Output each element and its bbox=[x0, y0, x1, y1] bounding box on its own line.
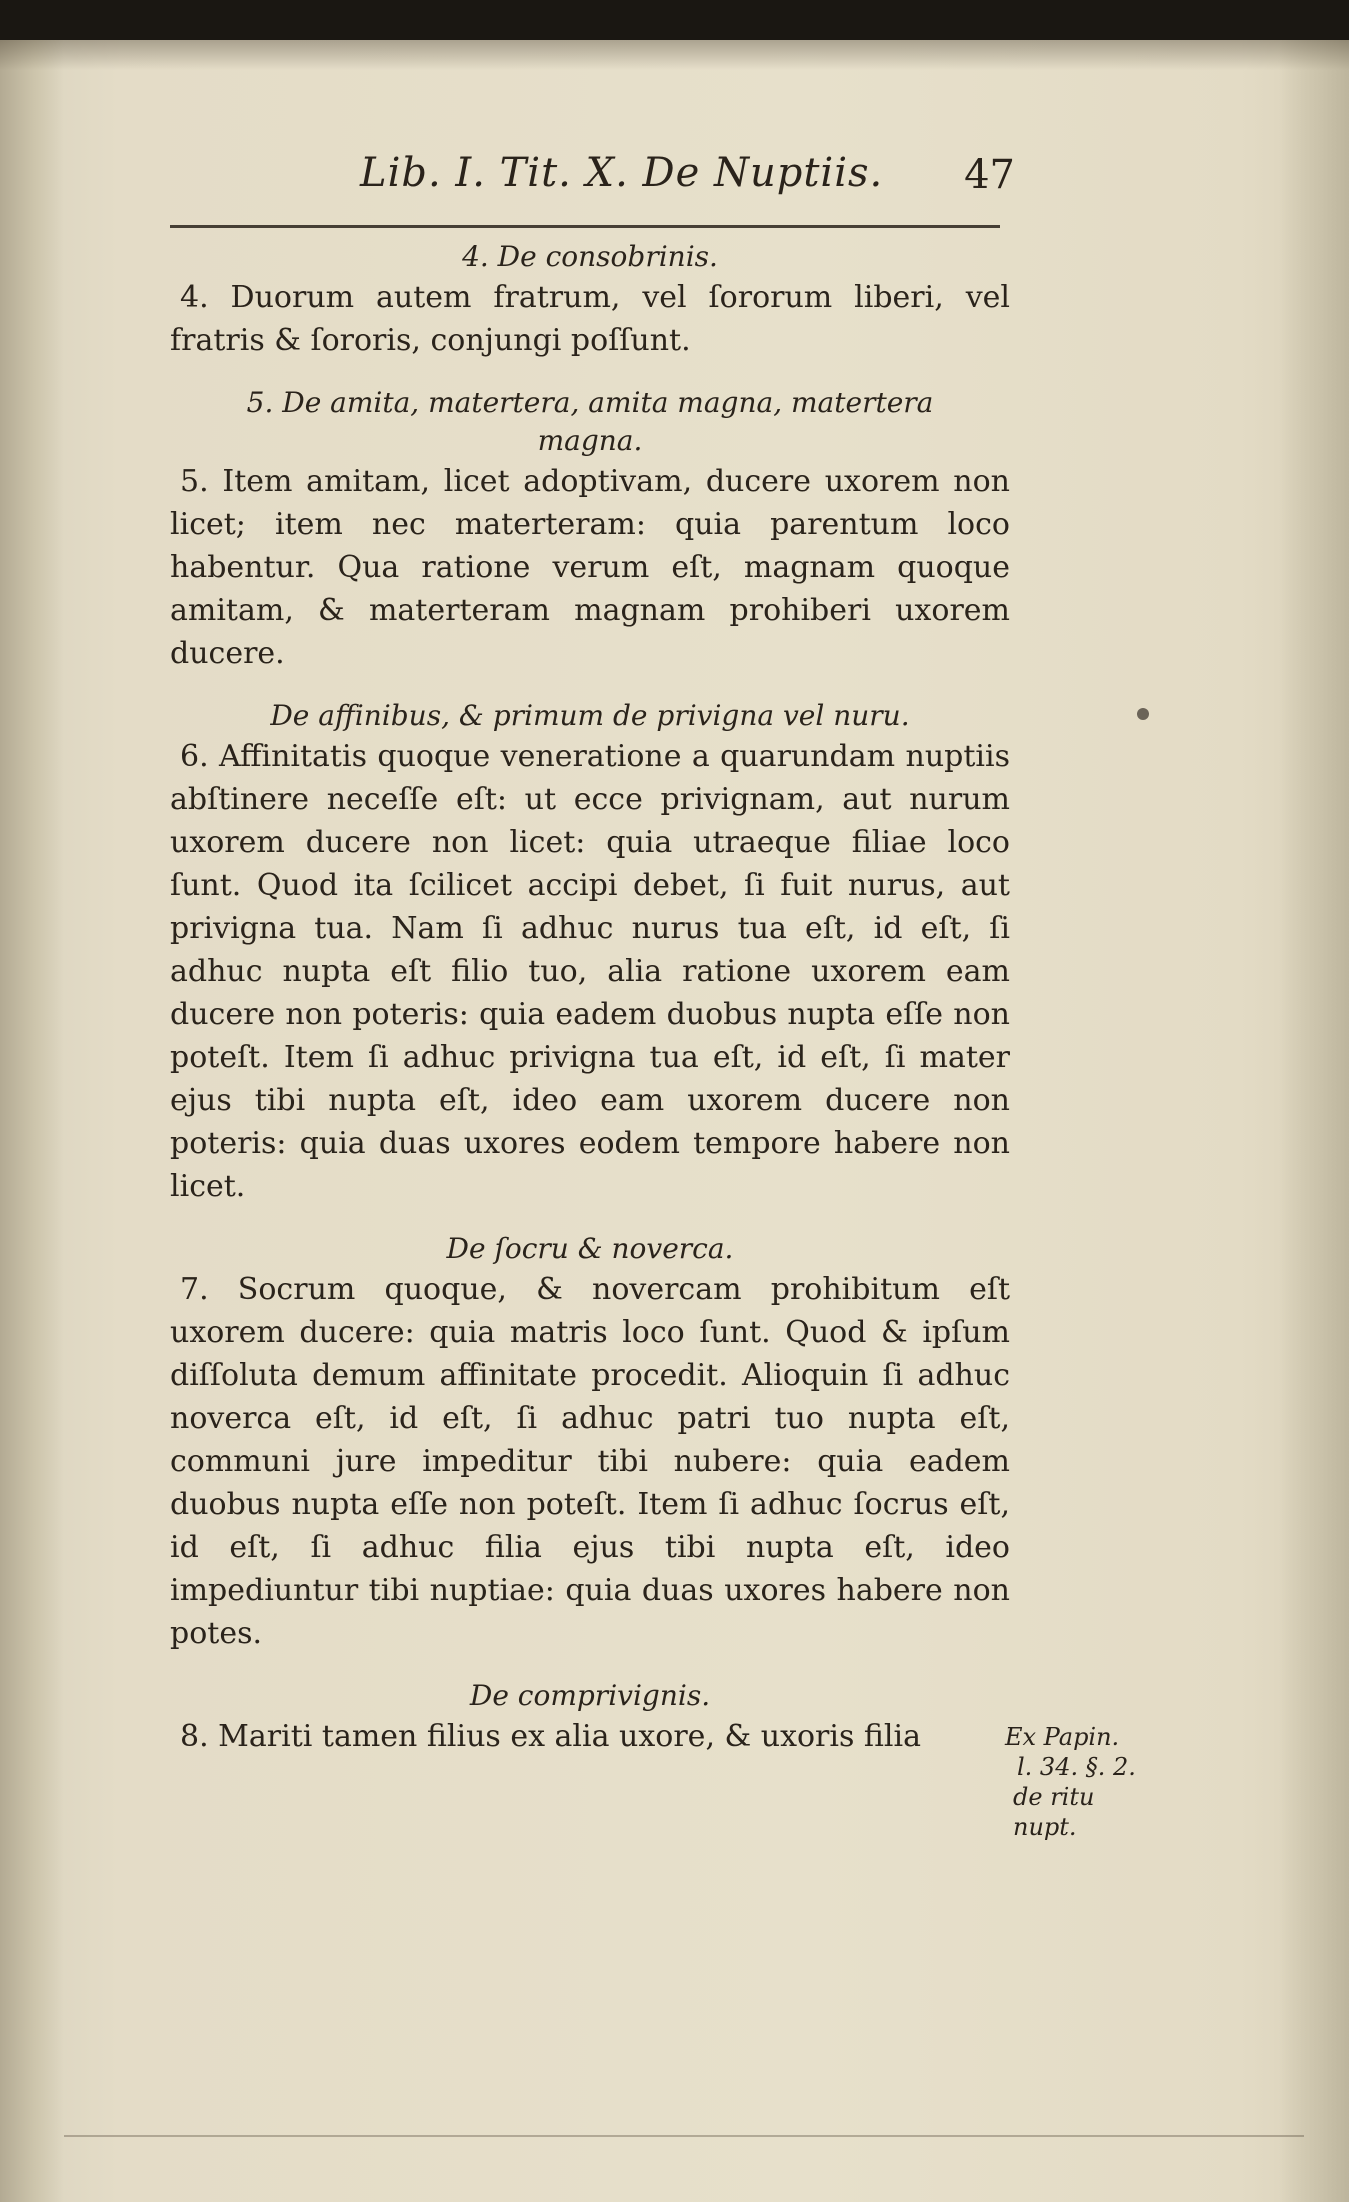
sidenote-line: nupt. bbox=[1013, 1813, 1077, 1841]
paragraph-5: 5. Item amitam, licet adoptivam, ducere uxorem non licet; item nec materteram: quia parentum loco habentur. Qua ratione verum eſt, magnam quoque amitam, & materteram magnam prohiberi uxorem ducere. bbox=[170, 464, 1010, 671]
page-number: 47 bbox=[964, 152, 1015, 198]
section-heading-amita: 5. De amita, matertera, amita magna, matertera magna. bbox=[246, 386, 934, 457]
section-heading-consobrinis: 4. De consobrinis. bbox=[462, 240, 718, 273]
sidenote-line: Ex Papin. bbox=[1005, 1723, 1120, 1751]
bottom-page-crease bbox=[64, 2135, 1304, 2137]
section-heading-comprivignis: De comprivignis. bbox=[469, 1679, 711, 1712]
section-heading-socru: De ſocru & noverca. bbox=[446, 1232, 734, 1265]
paragraph-7: 7. Socrum quoque, & novercam prohibitum eſt uxorem ducere: quia matris loco ſunt. Quod & ipſum diſſoluta demum affinitate procedit. Alioquin ſi adhuc noverca eſt, id eſt, ſi adhuc patri tuo nupta eſt, communi jure impeditur tibi nubere: quia eadem duobus nupta eſſe non poteſt. Item ſi adhuc ſocrus eſt, id eſt, ſi adhuc filia ejus tibi nupta eſt, ideo impediuntur tibi nuptiae: quia duas uxores habere non potes. bbox=[170, 1272, 1010, 1651]
sidenote-line: de ritu bbox=[1013, 1783, 1095, 1811]
ink-speck bbox=[1137, 708, 1149, 720]
running-title: Lib. I. Tit. X. De Nuptiis. bbox=[360, 150, 884, 196]
sidenote-line: l. 34. §. 2. bbox=[1017, 1753, 1136, 1781]
header-rule bbox=[170, 225, 1000, 228]
paragraph-6: 6. Affinitatis quoque veneratione a quarundam nuptiis abſtinere neceſſe eſt: ut ecce privignam, aut nurum uxorem ducere non licet: quia utraeque filiae loco ſunt. Quod ita ſcilicet accipi debet, ſi fuit nurus, aut privigna tua. Nam ſi adhuc nurus tua eſt, id eſt, ſi adhuc nupta eſt filio tuo, alia ratione uxorem eam ducere non poteris: quia eadem duobus nupta eſſe non poteſt. Item ſi adhuc privigna tua eſt, id eſt, ſi mater ejus tibi nupta eſt, ideo eam uxorem ducere non poteris: quia duas uxores eodem tempore habere non licet. bbox=[170, 739, 1010, 1204]
section-heading-affinibus: De affinibus, & primum de privigna vel nuru. bbox=[270, 699, 910, 732]
running-header bbox=[170, 150, 1015, 210]
paragraph-8: 8. Mariti tamen filius ex alia uxore, & uxoris filia bbox=[180, 1719, 922, 1754]
page-body bbox=[170, 238, 1010, 1758]
paragraph-4: 4. Duorum autem fratrum, vel ſororum liberi, vel fratris & ſororis, conjungi poſſunt. bbox=[170, 280, 1010, 358]
marginal-citation bbox=[1005, 1722, 1145, 1842]
